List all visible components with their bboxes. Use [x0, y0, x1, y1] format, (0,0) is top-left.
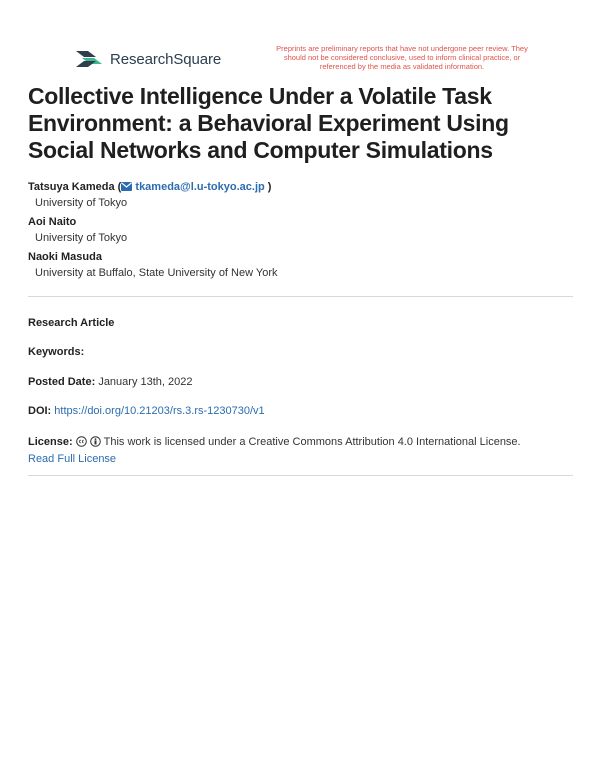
divider: [28, 296, 573, 297]
divider: [28, 475, 573, 476]
logo-text: [110, 51, 221, 68]
keywords-label: Keywords:: [28, 346, 85, 358]
attribution-icon: [90, 436, 101, 447]
logo-word-square: Square: [173, 50, 222, 68]
creative-commons-icon: [76, 436, 87, 447]
keywords-row: [28, 346, 84, 358]
license-row: [28, 434, 573, 468]
research-square-logo[interactable]: [74, 48, 221, 70]
license-text: This work is licensed under a Creative Commons Attribution 4.0 International License.: [103, 436, 521, 448]
author-list: [28, 180, 573, 285]
posted-date-label: Posted Date:: [28, 376, 96, 388]
author-name: Naoki Masuda: [28, 251, 102, 263]
author-name: Tatsuya Kameda: [28, 181, 115, 193]
author-name: Aoi Naito: [28, 216, 77, 228]
author-entry: [28, 250, 573, 280]
author-name-line: [28, 180, 573, 194]
author-entry: [28, 180, 573, 210]
doi-row: [28, 405, 265, 417]
doi-link[interactable]: https://doi.org/10.21203/rs.3.rs-1230730/v1: [54, 405, 265, 417]
research-square-logo-icon: [74, 48, 104, 70]
open-paren: (: [117, 181, 122, 193]
logo-word-research: Research: [110, 50, 174, 68]
mail-icon: [121, 182, 132, 191]
preprint-disclaimer: Preprints are preliminary reports that have not undergone peer review. They should not be considered conclusive, used to inform clinical practice, or referenced by the media as validated information.: [276, 44, 528, 71]
paper-title: Collective Intelligence Under a Volatile Task Environment: a Behavioral Experiment Using Social Networks and Computer Simulations: [28, 83, 509, 163]
posted-date-value: January 13th, 2022: [98, 376, 193, 388]
article-type-label: Research Article: [28, 317, 115, 329]
article-type: [28, 317, 114, 329]
read-full-license-link[interactable]: Read Full License: [28, 453, 117, 465]
license-label: License:: [28, 436, 73, 448]
author-affiliation: University at Buffalo, State University of New York: [35, 267, 278, 279]
author-affiliation: University of Tokyo: [35, 197, 128, 209]
header: [0, 0, 600, 80]
close-paren: ): [267, 181, 272, 193]
author-affiliation: University of Tokyo: [35, 232, 128, 244]
author-entry: [28, 215, 573, 245]
author-email-link[interactable]: tkameda@l.u-tokyo.ac.jp: [135, 181, 265, 193]
doi-label: DOI:: [28, 405, 52, 417]
posted-date-row: [28, 376, 193, 388]
